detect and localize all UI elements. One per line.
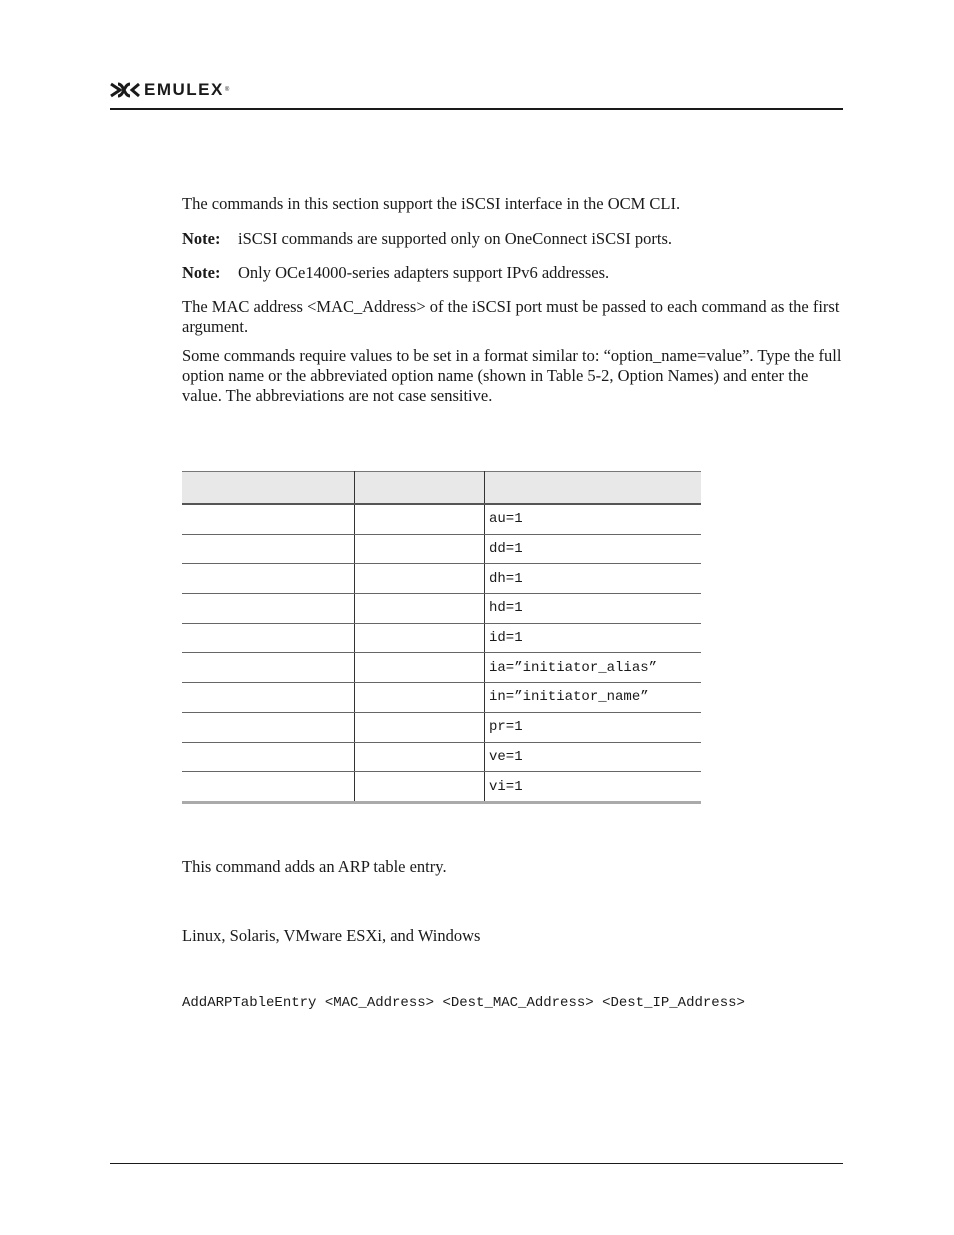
note-label: Note: [182, 263, 221, 282]
table-row [182, 564, 701, 594]
table-cell: dd=1 [485, 534, 702, 564]
intro-paragraph: The commands in this section support the iSCSI interface in the OCM CLI. [182, 194, 681, 213]
table-cell [355, 683, 485, 713]
table-header-cell [182, 472, 355, 505]
table-cell [355, 772, 485, 803]
table-row [182, 653, 701, 683]
table-cell [355, 653, 485, 683]
table-cell [182, 683, 355, 713]
page-header [110, 78, 843, 110]
emulex-logo [110, 80, 229, 100]
table-cell [182, 534, 355, 564]
command-description: This command adds an ARP table entry. [182, 857, 447, 876]
table-cell [182, 564, 355, 594]
note-text: Only OCe14000-series adapters support IPv6 addresses. [238, 263, 610, 282]
table-row [182, 712, 701, 742]
table-header-row [182, 472, 701, 505]
table-cell [355, 564, 485, 594]
table-cell [182, 712, 355, 742]
supported-platforms: Linux, Solaris, VMware ESXi, and Windows [182, 926, 481, 945]
brand-name: EMULEX [144, 80, 224, 99]
table-row [182, 683, 701, 713]
emulex-logo-icon [110, 82, 140, 98]
mac-address-paragraph: The MAC address <MAC_Address> of the iSCSI port must be passed to each command as the first argument. [182, 297, 840, 336]
table-row [182, 772, 701, 803]
table-cell [182, 772, 355, 803]
table-cell [182, 504, 355, 534]
table-header-cell [355, 472, 485, 505]
table-cell [355, 712, 485, 742]
table-row [182, 623, 701, 653]
table-cell: pr=1 [485, 712, 702, 742]
table-cell [355, 534, 485, 564]
footer-divider [110, 1163, 843, 1164]
table-cell [182, 742, 355, 772]
table-cell: dh=1 [485, 564, 702, 594]
table-cell [355, 623, 485, 653]
table-cell: id=1 [485, 623, 702, 653]
note-iscsi-ports [182, 229, 842, 249]
table-cell [182, 623, 355, 653]
table-cell [182, 653, 355, 683]
table-row [182, 594, 701, 624]
table-row [182, 534, 701, 564]
trademark-symbol: ® [224, 87, 230, 93]
table-cell: in=”initiator_name” [485, 683, 702, 713]
table-row [182, 504, 701, 534]
table-cell [355, 742, 485, 772]
table-cell: ve=1 [485, 742, 702, 772]
note-ipv6 [182, 263, 842, 283]
table-cell [355, 504, 485, 534]
table-cell: vi=1 [485, 772, 702, 803]
option-format-paragraph: Some commands require values to be set in a format similar to: “option_name=value”. Type the full option name or the abbreviated option name (shown in Table 5-2, Option Names) and enter the value. The abbreviations are not case sensitive. [182, 346, 842, 405]
note-text: iSCSI commands are supported only on OneConnect iSCSI ports. [238, 229, 673, 248]
command-syntax: AddARPTableEntry <MAC_Address> <Dest_MAC_Address> <Dest_IP_Address> [182, 995, 745, 1011]
note-label: Note: [182, 229, 221, 248]
table-cell [355, 594, 485, 624]
table-cell: au=1 [485, 504, 702, 534]
table-cell [182, 594, 355, 624]
table-row [182, 742, 701, 772]
table-cell: ia=”initiator_alias” [485, 653, 702, 683]
option-names-table [182, 471, 701, 804]
table-cell: hd=1 [485, 594, 702, 624]
table-header-cell [485, 472, 702, 505]
